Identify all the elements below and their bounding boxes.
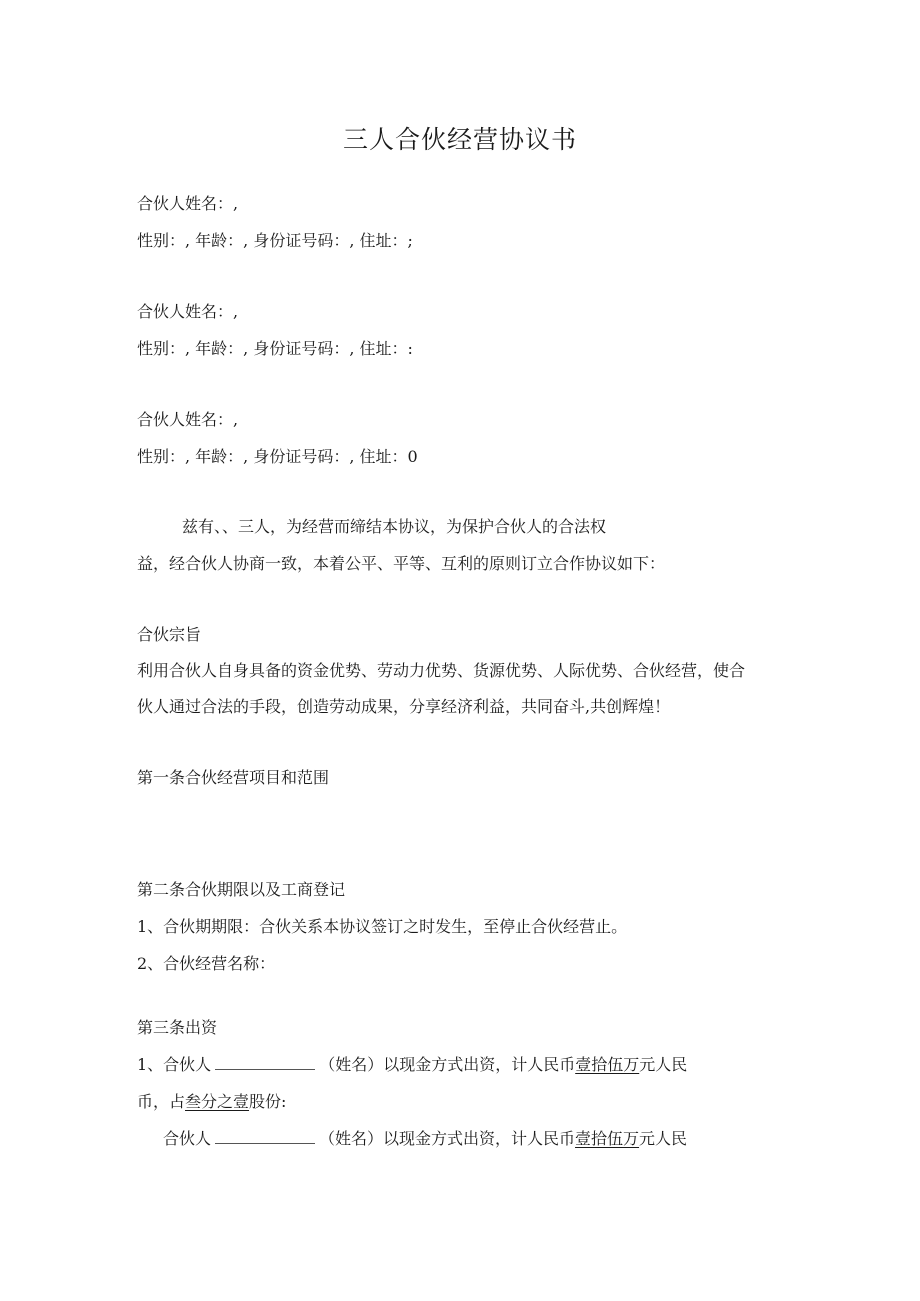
article-3-item-2-mid: （姓名）以现金方式出资，计人民币 [319, 1129, 576, 1148]
partner-name-blank [215, 1129, 315, 1144]
article-3-item-1-mid: （姓名）以现金方式出资，计人民币 [319, 1055, 576, 1074]
article-2-item-1: 1、合伙期期限：合伙关系本协议签订之时发生，至停止合伙经营止。 [137, 917, 628, 936]
partner-name-blank [215, 1055, 315, 1070]
preamble-line-2: 益，经合伙人协商一致，本着公平、平等、互利的原则订立合作协议如下： [137, 554, 666, 573]
article-3-heading: 第三条出资 [137, 1018, 218, 1037]
article-3-item-2 [163, 1128, 687, 1150]
partner-1-info-line: 性别：, 年龄：, 身份证号码：, 住址：; [137, 231, 413, 250]
article-3-item-1-suffix: 元人民 [639, 1055, 688, 1074]
article-3-item-1-share: 叁分之壹 [185, 1092, 250, 1111]
purpose-heading: 合伙宗旨 [137, 625, 202, 644]
article-3-item-1-cont-prefix: 币，占 [137, 1092, 186, 1111]
article-3-item-1-continued [137, 1091, 286, 1113]
article-1-heading: 第一条合伙经营项目和范围 [137, 768, 330, 787]
purpose-line-2: 伙人通过合法的手段，创造劳动成果，分享经济利益，共同奋斗,共创辉煌！ [137, 697, 671, 716]
partner-3-info-line: 性别：, 年龄：, 身份证号码：, 住址：0 [137, 447, 418, 466]
partner-3-name-line: 合伙人姓名：, [137, 410, 239, 429]
partner-2-info-line: 性别：, 年龄：, 身份证号码：, 住址：: [137, 339, 413, 358]
article-3-item-1-prefix: 1、合伙人 [137, 1055, 212, 1074]
article-3-item-2-suffix: 元人民 [639, 1129, 688, 1148]
article-3-item-2-amount: 壹拾伍万 [575, 1129, 640, 1148]
article-3-item-1 [137, 1054, 687, 1076]
purpose-line-1: 利用合伙人自身具备的资金优势、劳动力优势、货源优势、人际优势、合伙经营，使合 [137, 661, 746, 680]
article-3-item-1-cont-suffix: 股份: [249, 1092, 287, 1111]
preamble-line-1: 兹有、、三人，为经营而缔结本协议，为保护合伙人的合法权 [182, 517, 607, 536]
article-2-heading: 第二条合伙期限以及工商登记 [137, 880, 346, 899]
partner-2-name-line: 合伙人姓名：, [137, 302, 239, 321]
partner-1-name-line: 合伙人姓名：, [137, 194, 239, 213]
article-2-item-2: 2、合伙经营名称： [137, 954, 276, 973]
article-3-item-2-prefix: 合伙人 [163, 1129, 212, 1148]
document-title: 三人合伙经营协议书 [342, 125, 577, 154]
article-3-item-1-amount: 壹拾伍万 [575, 1055, 640, 1074]
